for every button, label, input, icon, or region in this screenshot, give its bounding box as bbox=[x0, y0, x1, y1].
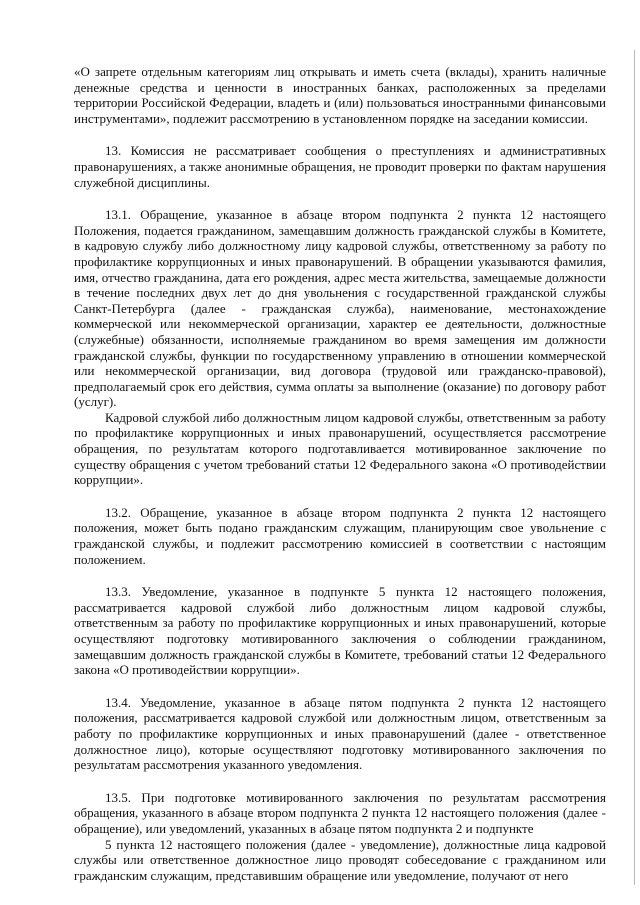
paragraph-13-5: 13.5. При подготовке мотивированного заключения по результатам рассмотрения обращения, указанного в абзаце втором подпункта 2 пункта 12 настоящего положения (далее - обращение), или уведомлений, указанных в абзаце пятом подпункта 2 и подпункте bbox=[74, 789, 606, 836]
paragraph-13-5-continuation: 5 пункта 12 настоящего положения (далее - уведомление), должностные лица кадровой службы или ответственное должностное лицо проводят собеседование с гражданином или гражданским служащим, представившим обращение или уведомление, получают от него bbox=[74, 836, 606, 883]
paragraph-13-2: 13.2. Обращение, указанное в абзаце втором подпункта 2 пункта 12 настоящего положения, может быть подано гражданским служащим, планирующим свое увольнение с гражданской службы, и подлежит рассмотрению комиссией в соответствии с настоящим положением. bbox=[74, 504, 606, 567]
paragraph-13: 13. Комиссия не рассматривает сообщения о преступлениях и административных правонарушениях, а также анонимные обращения, не проводит проверки по фактам нарушения служебной дисциплины. bbox=[74, 143, 606, 190]
page-edge-line bbox=[634, 50, 635, 885]
paragraph-law-title-continuation: «О запрете отдельным категориям лиц открывать и иметь счета (вклады), хранить наличные денежные средства и ценности в иностранных банках, расположенных за пределами территории Российской Федерации, владеть и (или) пользоваться иностранными финансовыми инструментами», подлежит рассмотрению в установленном порядке на заседании комиссии. bbox=[74, 64, 606, 126]
paragraph-13-1-second-abzac: Кадровой службой либо должностным лицом кадровой службы, ответственным за работу по профилактике коррупционных и иных правонарушений, осуществляется рассмотрение обращения, по результатам которого подготавливается мотивированное заключение по существу обращения с учетом требований статьи 12 Федерального закона «О противодействии коррупции». bbox=[74, 409, 606, 488]
paragraph-13-4: 13.4. Уведомление, указанное в абзаце пятом подпункта 2 пункта 12 настоящего положения, рассматривается кадровой службой или должностным лицом, ответственным за работу по профилактике коррупционных и иных правонарушений (далее - ответственное должностное лицо), которые осуществляют подготовку мотивированного заключения по результатам рассмотрения указанного уведомления. bbox=[74, 694, 606, 773]
paragraph-13-3: 13.3. Уведомление, указанное в подпункте 5 пункта 12 настоящего положения, рассматривается кадровой службой либо должностным лицом кадровой службы, ответственным за работу по профилактике коррупционных и иных правонарушений, которые осуществляют подготовку мотивированного заключения о соблюдении гражданином, замещавшим должность гражданской службы в Комитете, требований статьи 12 Федерального закона «О противодействии коррупции». bbox=[74, 584, 606, 678]
paragraph-13-1: 13.1. Обращение, указанное в абзаце втором подпункта 2 пункта 12 настоящего Положения, подается гражданином, замещавшим должность гражданской службы в Комитете, в кадровую службу либо должностному лицу кадровой службы, ответственному за работу по профилактике коррупционных и иных правонарушений. В обращении указываются фамилия, имя, отчество гражданина, дата его рождения, адрес места жительства, замещаемые должности в течение последних двух лет до дня увольнения с государственной гражданской службы Санкт-Петербурга (далее - гражданская служба), наименование, местонахождение коммерческой или некоммерческой организации, характер ее деятельности, должностные (служебные) обязанности, исполняемые гражданином во время замещения им должности гражданской службы, функции по государственному управлению в отношении коммерческой или некоммерческой организации, вид договора (трудовой или гражданско-правовой), предполагаемый срок его действия, сумма оплаты за выполнение (оказание) по договору работ (услуг). bbox=[74, 207, 606, 410]
document-body bbox=[74, 64, 606, 883]
